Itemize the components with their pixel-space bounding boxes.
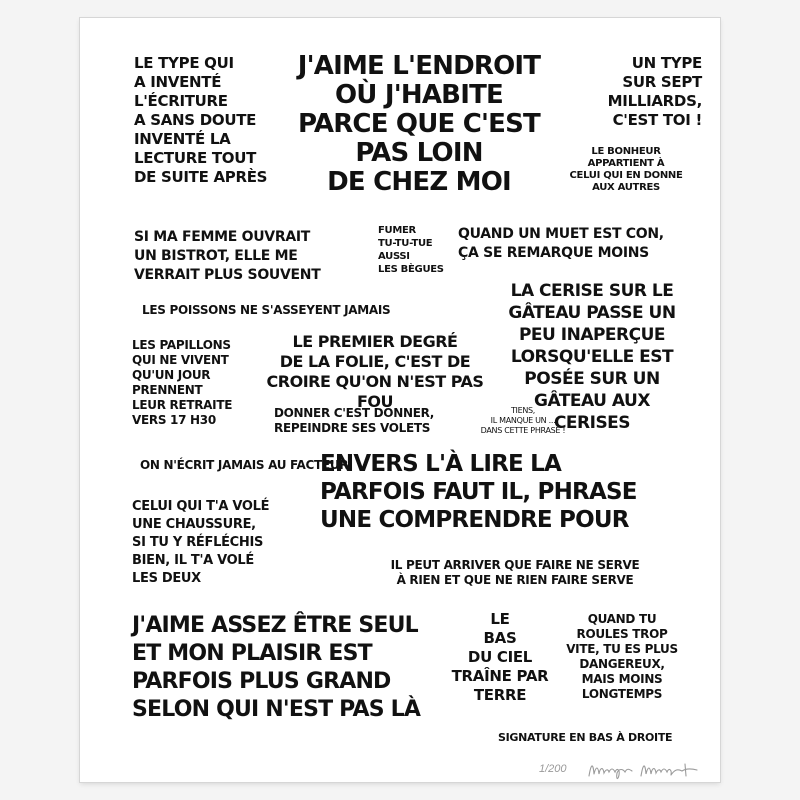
quote-muet: QUAND UN MUET EST CON, ÇA SE REMARQUE MOINS <box>458 226 664 261</box>
quote-chaussure: CELUI QUI T'A VOLÉ UNE CHAUSSURE, SI TU Y RÉFLÉCHIS BIEN, IL T'A VOLÉ LES DEUX <box>132 499 270 586</box>
signature-image <box>585 756 705 782</box>
quote-papillons: LES PAPILLONS QUI NE VIVENT QU'UN JOUR PRENNENT LEUR RETRAITE VERS 17 H30 <box>132 338 233 427</box>
quote-femme-bistrot: SI MA FEMME OUVRAIT UN BISTROT, ELLE ME VERRAIT PLUS SOUVENT <box>134 229 321 283</box>
poster-print <box>80 18 720 782</box>
quote-fumer: FUMER TU-TU-TUE AUSSI LES BÈGUES <box>378 225 444 275</box>
quote-seul: J'AIME ASSEZ ÊTRE SEUL ET MON PLAISIR EST PARFOIS PLUS GRAND SELON QUI N'EST PAS LÀ <box>132 613 421 722</box>
quote-endroit: J'AIME L'ENDROIT OÙ J'HABITE PARCE QUE C'EST PAS LOIN DE CHEZ MOI <box>297 51 541 197</box>
edition-number: 1/200 <box>539 763 567 775</box>
quote-folie: LE PREMIER DEGRÉ DE LA FOLIE, C'EST DE CROIRE QU'ON N'EST PAS FOU <box>266 332 484 411</box>
quote-signature-note: SIGNATURE EN BAS À DROITE <box>498 731 673 744</box>
quote-facteur: ON N'ÉCRIT JAMAIS AU FACTEUR <box>140 458 349 472</box>
quote-envers: ENVERS L'À LIRE LA PARFOIS FAUT IL, PHRASE UNE COMPRENDRE POUR <box>320 451 637 533</box>
quote-roules: QUAND TU ROULES TROP VITE, TU ES PLUS DANGEREUX, MAIS MOINS LONGTEMPS <box>566 612 678 701</box>
quote-cerise: LA CERISE SUR LE GÂTEAU PASSE UN PEU INAPERÇUE LORSQU'ELLE EST POSÉE SUR UN GÂTEAU AUX CERISES <box>508 281 676 433</box>
quote-donner: DONNER C'EST DONNER, REPEINDRE SES VOLETS <box>274 406 435 435</box>
quote-sept-milliards: UN TYPE SUR SEPT MILLIARDS, C'EST TOI ! <box>607 54 702 129</box>
quote-poissons: LES POISSONS NE S'ASSEYENT JAMAIS <box>142 303 391 317</box>
quote-faire: IL PEUT ARRIVER QUE FAIRE NE SERVE À RIEN ET QUE NE RIEN FAIRE SERVE <box>390 558 640 587</box>
quote-type-ecriture: LE TYPE QUI A INVENTÉ L'ÉCRITURE A SANS DOUTE INVENTÉ LA LECTURE TOUT DE SUITE APRÈS <box>134 54 268 186</box>
quote-bas-ciel: LE BAS DU CIEL TRAÎNE PAR TERRE <box>451 610 549 704</box>
quote-manque: TIENS, IL MANQUE UN ... DANS CETTE PHRASE ! <box>480 406 566 435</box>
quote-bonheur: LE BONHEUR APPARTIENT À CELUI QUI EN DONNE AUX AUTRES <box>569 146 683 193</box>
